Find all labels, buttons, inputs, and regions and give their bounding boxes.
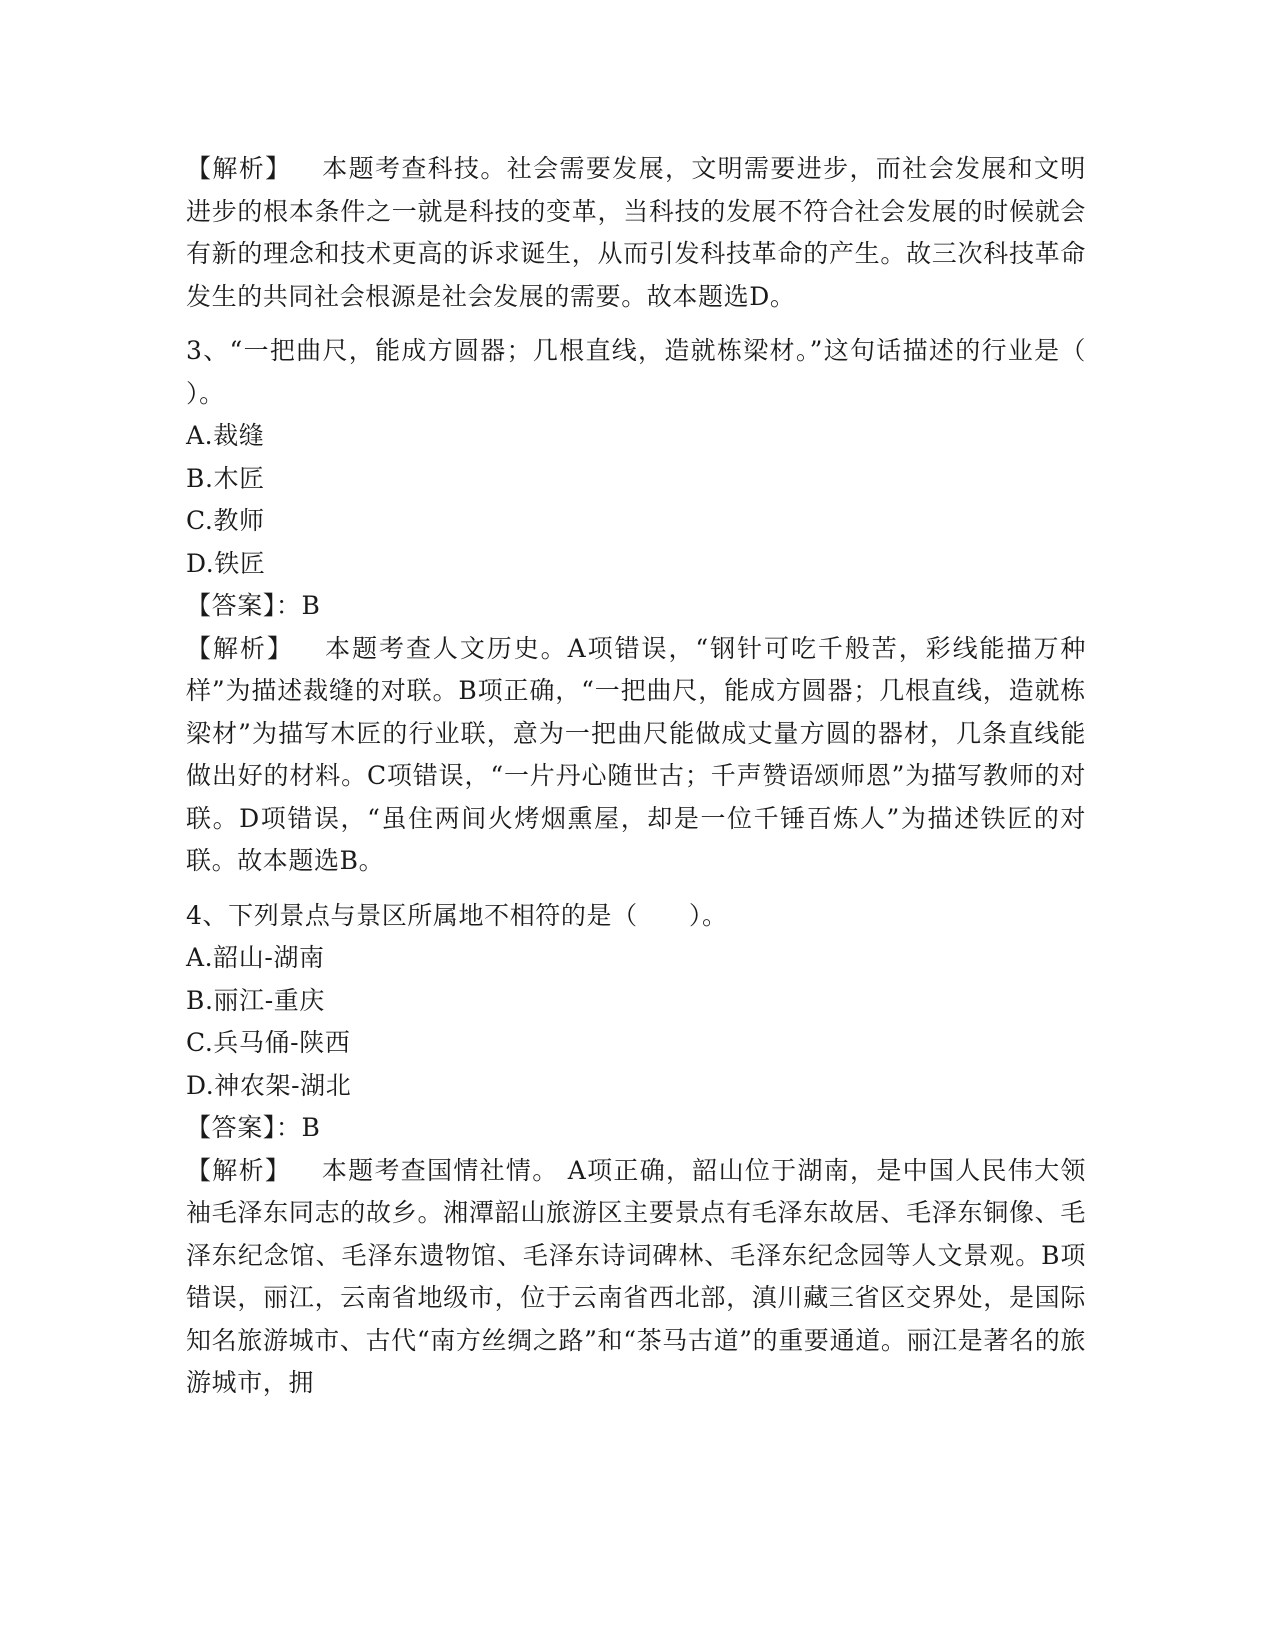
q4-option-c: C.兵马俑-陕西 <box>186 1028 351 1057</box>
answer-label: 【答案】： <box>186 1113 302 1142</box>
answer-label: 【答案】： <box>186 591 302 620</box>
q3-option-c: C.教师 <box>186 506 265 535</box>
q4-analysis <box>186 1150 1086 1405</box>
q4-answer <box>186 1107 1086 1150</box>
answer-value: B <box>301 591 321 620</box>
document-page <box>186 148 1138 1405</box>
q2-analysis <box>186 148 1086 318</box>
analysis-label: 【解析】 <box>186 633 294 663</box>
q4-option-d: D.神农架-湖北 <box>186 1070 352 1100</box>
analysis-text: 本题考查科技。社会需要发展，文明需要进步，而社会发展和文明进步的根本条件之一就是科技的变革，当科技的发展不符合社会发展的时候就会有新的理念和技术更高的诉求诞生，从而引发科技革命的产生。故三次科技革命发生的共同社会根源是社会发展的需要。故本题选D。 <box>186 154 1087 311</box>
q3-option-d: D.铁匠 <box>186 548 266 578</box>
analysis-label: 【解析】 <box>186 154 292 183</box>
q4-option-a: A.韶山-湖南 <box>186 943 325 972</box>
q4-option-b: B.丽江-重庆 <box>186 985 325 1015</box>
analysis-text: 本题考查人文历史。A项错误，“钢针可吃千般苦，彩线能描万种样”为描述裁缝的对联。B项正确，“一把曲尺，能成方圆器；几根直线，造就栋梁材”为描写木匠的行业联，意为一把曲尺能做成丈量方圆的器材，几条直线能做出好的材料。C项错误，“一片丹心随世古；千声赞语颂师恩”为描写教师的对联。D项错误，“虽住两间火烤烟熏屋，却是一位千锤百炼人”为描述铁匠的对联。故本题选B。 <box>186 633 1086 875</box>
analysis-text: 本题考查国情社情。 A项正确，韶山位于湖南，是中国人民伟大领袖毛泽东同志的故乡。湘潭韶山旅游区主要景点有毛泽东故居、毛泽东铜像、毛泽东纪念馆、毛泽东遗物馆、毛泽东诗词碑林、毛泽东纪念园等人文景观。B项错误，丽江，云南省地级市，位于云南省西北部，滇川藏三省区交界处，是国际知名旅游城市、古代“南方丝绸之路”和“茶马古道”的重要通道。丽江是著名的旅游城市，拥 <box>186 1155 1086 1397</box>
q3-stem: 3、“一把曲尺，能成方圆器；几根直线，造就栋梁材。”这句话描述的行业是（ ）。 <box>186 336 1138 408</box>
q3-option-b: B.木匠 <box>186 463 265 493</box>
q3-option-a: A.裁缝 <box>186 421 265 450</box>
q3-answer <box>186 585 1086 628</box>
answer-value: B <box>301 1113 321 1142</box>
q4-stem: 4、下列景点与景区所属地不相符的是（ ）。 <box>186 900 728 930</box>
analysis-label: 【解析】 <box>186 1155 292 1185</box>
q3-analysis <box>186 628 1086 883</box>
